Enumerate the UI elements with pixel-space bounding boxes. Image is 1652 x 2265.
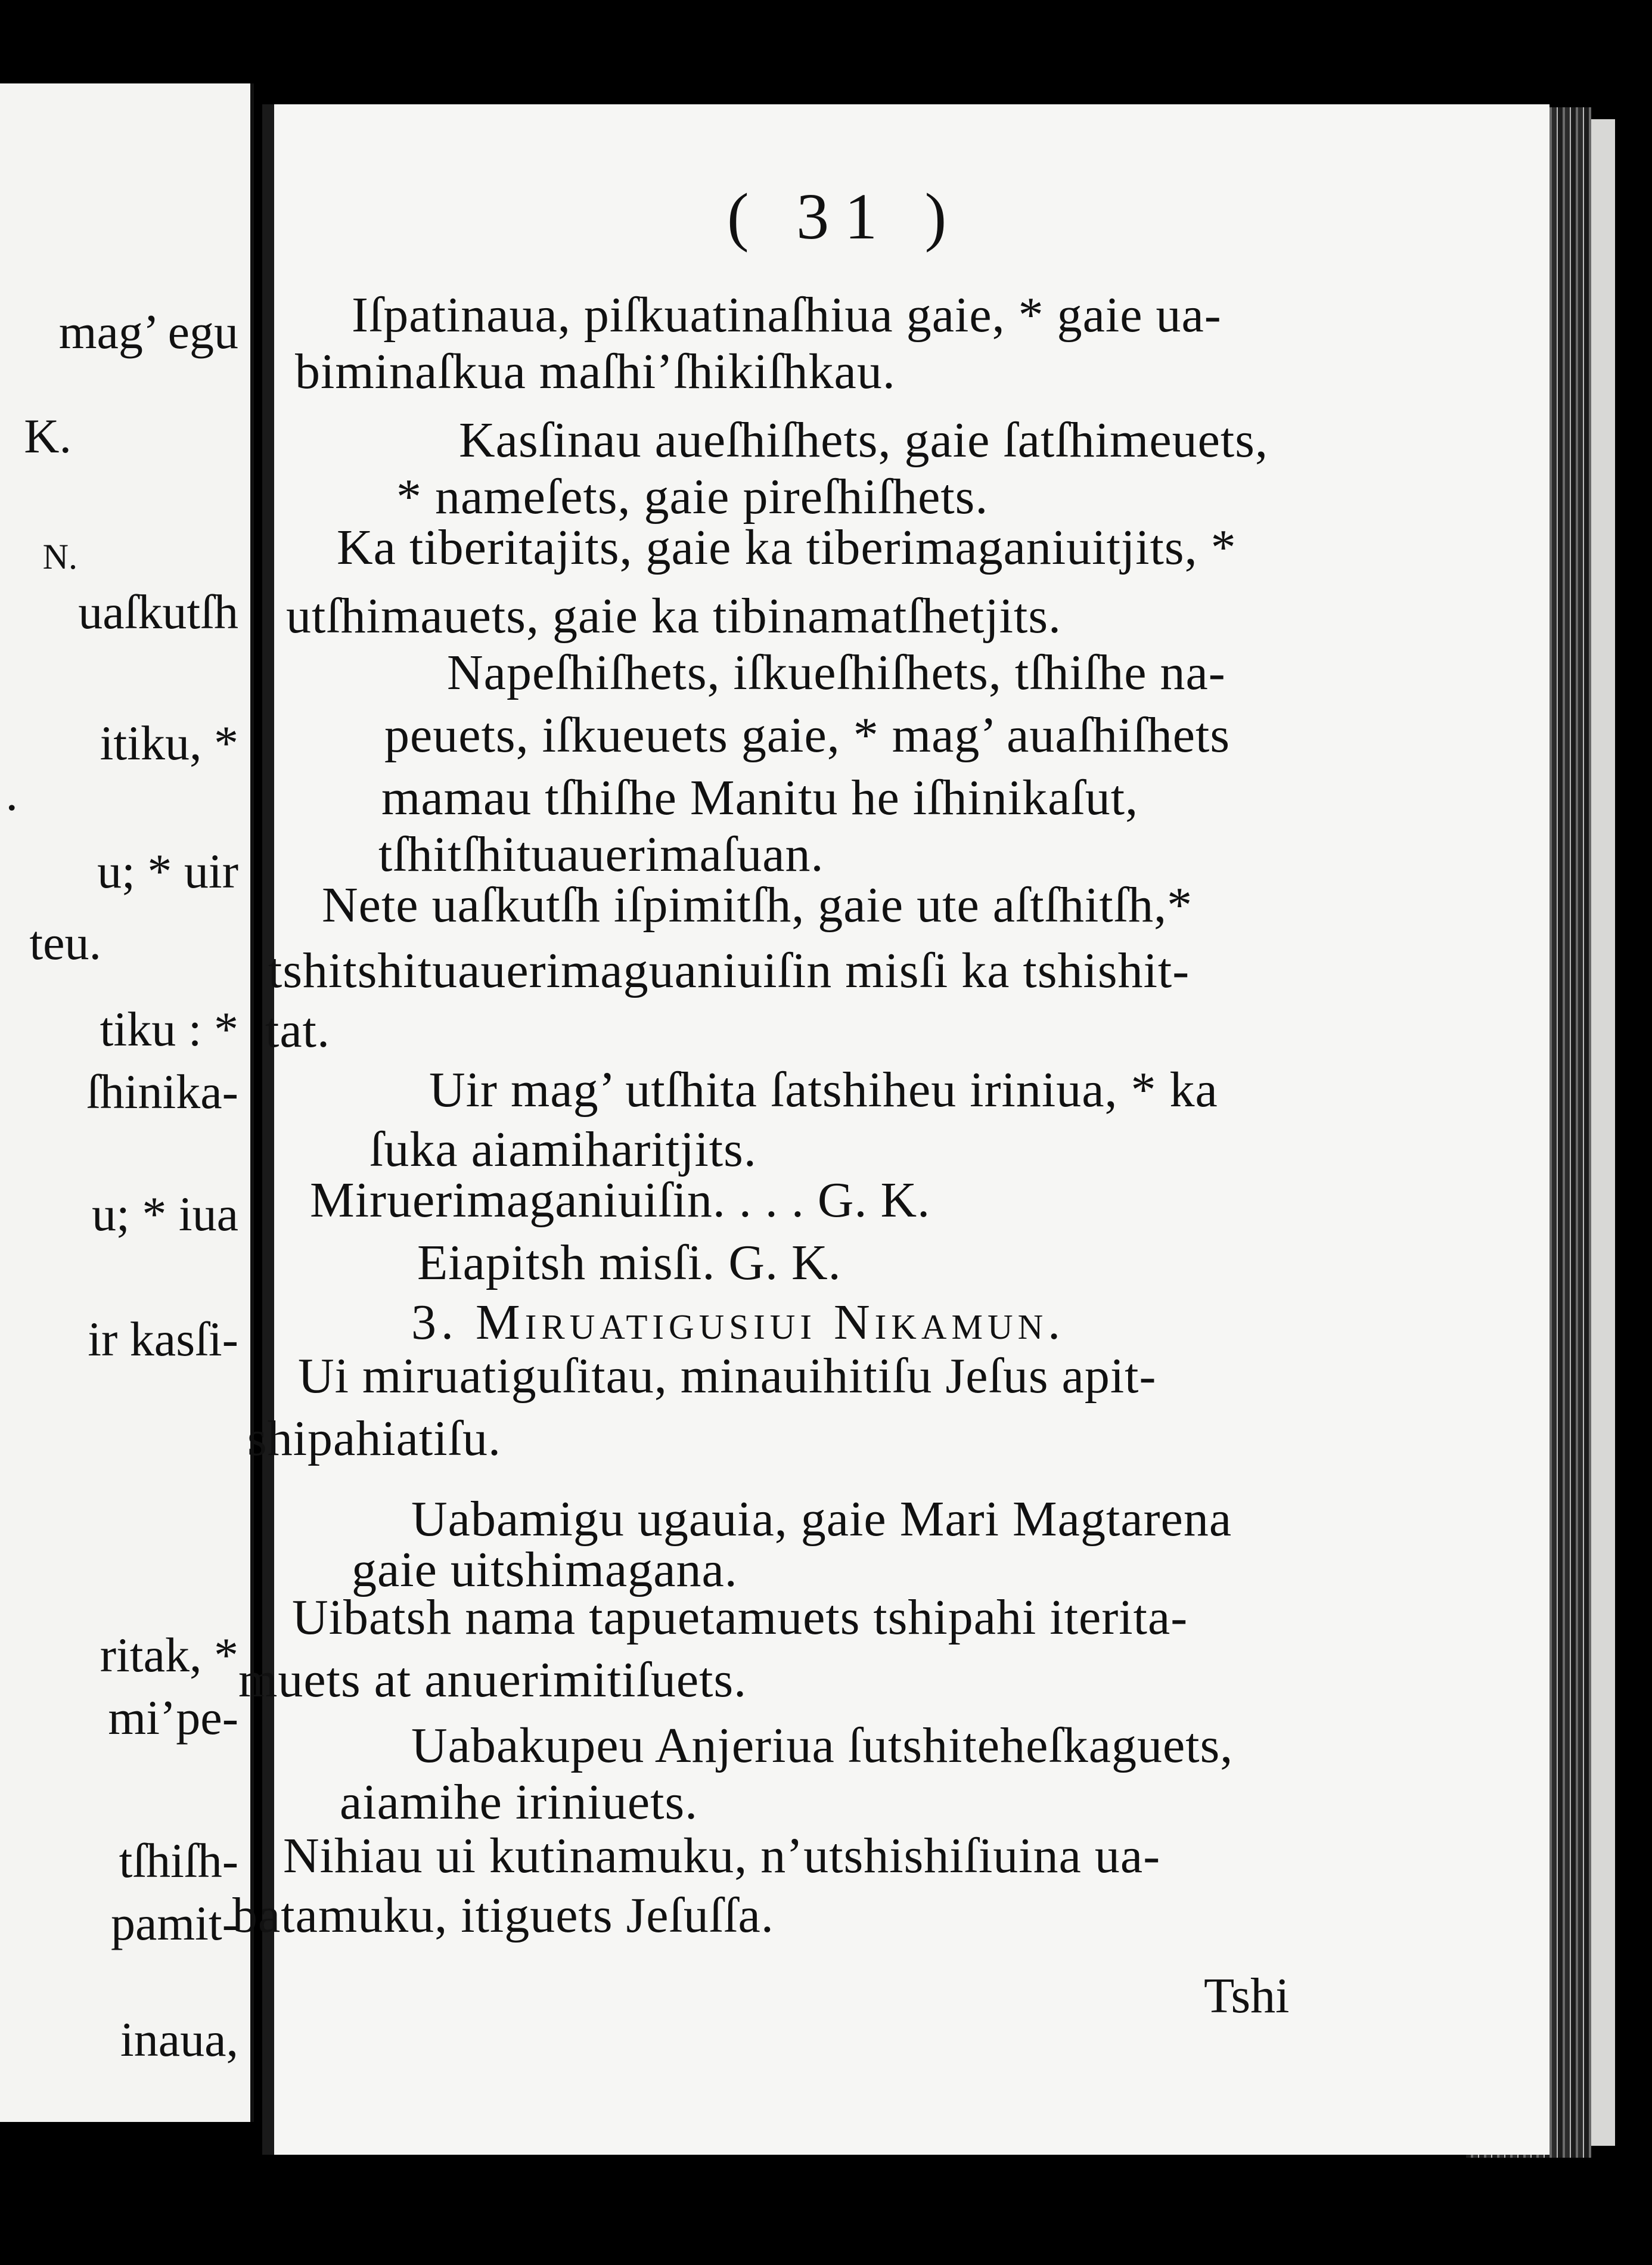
text-line: ſuka aiamiharitjits. (369, 1122, 757, 1177)
left-line: teu. (29, 916, 101, 970)
left-line: itiku, * (100, 716, 238, 770)
text-line: batamuku, itiguets Jeſuſſa. (232, 1888, 774, 1943)
text-line: Eiapitsh misſi. G. K. (417, 1235, 841, 1290)
text-line: Kasſinau aueſhiſhets, gaie ſatſhimeuets, (459, 412, 1268, 468)
text-line: Ka tiberitajits, gaie ka tiberimaganiuitjits, * (337, 520, 1237, 575)
facing-page-fragment (0, 83, 254, 2122)
left-line: ir kasſi- (88, 1312, 238, 1366)
left-line: u; * iua (92, 1187, 238, 1241)
text-line: Nihiau ui kutinamuku, n’utshishiſiuina ua- (283, 1828, 1161, 1884)
left-line: tſhiſh- (119, 1833, 238, 1888)
text-line: Ui miruatiguſitau, minauihitiſu Jeſus apit- (298, 1348, 1157, 1404)
left-line: mi’pe- (108, 1690, 238, 1745)
text-line: gaie uitshimagana. (352, 1542, 738, 1597)
text-line: shipahiatiſu. (247, 1411, 501, 1466)
text-line: Iſpatinaua, piſkuatinaſhiua gaie, * gaie ua- (352, 287, 1222, 343)
text-line: utſhimauets, gaie ka tibinamatſhetjits. (286, 588, 1062, 644)
left-line: tiku : * (100, 1002, 238, 1056)
text-line: Uir mag’ utſhita ſatshiheu iriniua, * ka (429, 1062, 1218, 1118)
left-line: inaua, (120, 2012, 238, 2067)
text-line: biminaſkua maſhi’ſhikiſhkau. (295, 344, 896, 399)
text-line: Napeſhiſhets, iſkueſhiſhets, tſhiſhe na- (447, 645, 1226, 700)
text-line: tshitshituauerimaguaniuiſin misſi ka tshishit- (268, 943, 1190, 998)
text-line: Uabamigu ugauia, gaie Mari Magtarena (411, 1491, 1232, 1547)
left-line: u; * uir (97, 844, 238, 898)
left-line: uaſkutſh (78, 585, 238, 639)
text-line: peuets, iſkueuets gaie, * mag’ auaſhiſhets (384, 708, 1231, 763)
catchword: Tshi (1204, 1968, 1290, 2024)
left-line: K. (24, 409, 72, 463)
text-line: * nameſets, gaie pireſhiſhets. (396, 469, 989, 525)
section-heading: 3. Miruatigusiui Nikamun. (411, 1295, 1066, 1350)
page-number: ( 31 ) (727, 180, 962, 253)
text-line: Nete uaſkutſh iſpimitſh, gaie ute aſtſhitſh,* (322, 877, 1193, 933)
text-line: muets at anuerimitiſuets. (238, 1652, 747, 1708)
text-line: Uabakupeu Anjeriua ſutshiteheſkaguets, (411, 1718, 1234, 1773)
text-line: Uibatsh nama tapuetamuets tshipahi iterita- (292, 1590, 1188, 1645)
left-line: mag’ egu (58, 305, 238, 359)
left-line: ritak, * (100, 1628, 238, 1682)
text-line: Miruerimaganiuiſin. . . . G. K. (310, 1172, 931, 1228)
left-line: pamit- (110, 1896, 238, 1950)
fore-edge (1591, 119, 1615, 2146)
text-line: tat. (265, 1003, 330, 1058)
text-line: aiamihe iriniuets. (340, 1774, 698, 1830)
left-line: ſhinika- (86, 1065, 238, 1119)
text-line: mamau tſhiſhe Manitu he iſhinikaſut, (381, 770, 1139, 826)
left-line: . (5, 767, 18, 821)
text-line: tſhitſhituauerimaſuan. (378, 827, 824, 882)
left-line: N. (42, 537, 77, 576)
